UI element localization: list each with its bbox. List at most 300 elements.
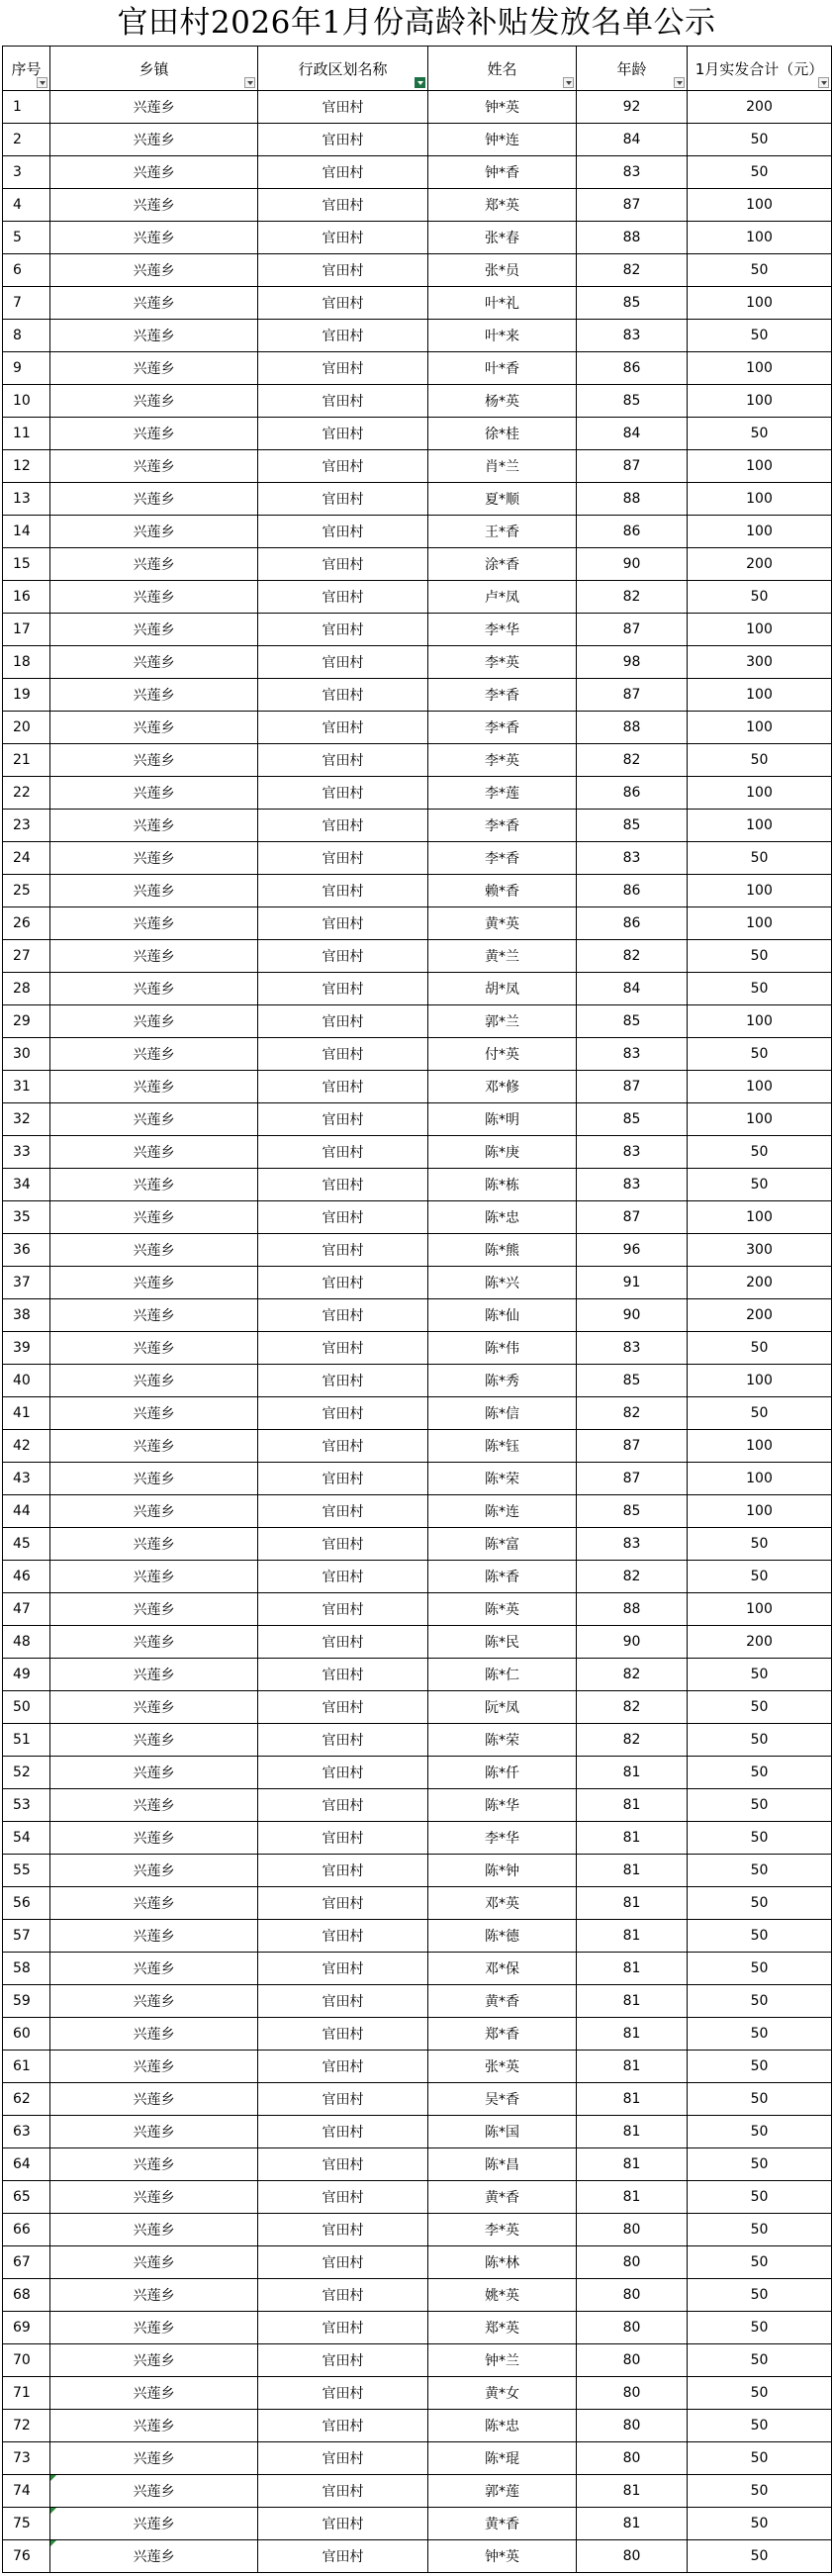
cell-township[interactable]: 兴莲乡 [50, 1005, 258, 1038]
cell-village[interactable]: 官田村 [258, 516, 428, 548]
cell-index[interactable]: 5 [3, 222, 50, 254]
cell-village[interactable]: 官田村 [258, 1953, 428, 1985]
cell-age[interactable]: 81 [577, 2148, 688, 2181]
filter-dropdown-icon[interactable] [674, 77, 685, 88]
cell-age[interactable]: 85 [577, 810, 688, 842]
cell-age[interactable]: 82 [577, 1561, 688, 1593]
cell-name[interactable]: 陈*国 [428, 2116, 577, 2148]
cell-name[interactable]: 陈*钰 [428, 1430, 577, 1463]
cell-amount[interactable]: 50 [688, 842, 832, 875]
cell-index[interactable]: 52 [3, 1757, 50, 1789]
cell-index[interactable]: 74 [3, 2475, 50, 2508]
cell-name[interactable]: 涂*香 [428, 548, 577, 581]
cell-age[interactable]: 82 [577, 1724, 688, 1757]
cell-amount[interactable]: 50 [688, 973, 832, 1005]
cell-amount[interactable]: 50 [688, 1169, 832, 1201]
cell-amount[interactable]: 100 [688, 1593, 832, 1626]
cell-name[interactable]: 陈*秀 [428, 1365, 577, 1397]
cell-township[interactable]: 兴莲乡 [50, 2246, 258, 2279]
cell-village[interactable]: 官田村 [258, 1005, 428, 1038]
cell-township[interactable]: 兴莲乡 [50, 1136, 258, 1169]
cell-township[interactable]: 兴莲乡 [50, 1365, 258, 1397]
cell-age[interactable]: 90 [577, 1299, 688, 1332]
cell-amount[interactable]: 50 [688, 2442, 832, 2475]
cell-township[interactable]: 兴莲乡 [50, 2540, 258, 2573]
cell-age[interactable]: 81 [577, 2508, 688, 2540]
cell-age[interactable]: 88 [577, 712, 688, 744]
cell-amount[interactable]: 50 [688, 2410, 832, 2442]
cell-index[interactable]: 55 [3, 1855, 50, 1887]
cell-index[interactable]: 71 [3, 2377, 50, 2410]
cell-name[interactable]: 黄*香 [428, 2508, 577, 2540]
cell-name[interactable]: 张*员 [428, 254, 577, 287]
cell-age[interactable]: 81 [577, 2116, 688, 2148]
cell-name[interactable]: 陈*香 [428, 1561, 577, 1593]
cell-name[interactable]: 钟*连 [428, 124, 577, 156]
cell-index[interactable]: 26 [3, 907, 50, 940]
cell-age[interactable]: 85 [577, 1495, 688, 1528]
cell-township[interactable]: 兴莲乡 [50, 2410, 258, 2442]
cell-amount[interactable]: 50 [688, 2214, 832, 2246]
cell-township[interactable]: 兴莲乡 [50, 124, 258, 156]
cell-index[interactable]: 57 [3, 1920, 50, 1953]
cell-index[interactable]: 48 [3, 1626, 50, 1659]
cell-name[interactable]: 李*英 [428, 2214, 577, 2246]
cell-township[interactable]: 兴莲乡 [50, 352, 258, 385]
cell-name[interactable]: 陈*伟 [428, 1332, 577, 1365]
cell-age[interactable]: 81 [577, 1822, 688, 1855]
cell-name[interactable]: 陈*明 [428, 1103, 577, 1136]
cell-township[interactable]: 兴莲乡 [50, 1103, 258, 1136]
cell-township[interactable]: 兴莲乡 [50, 1463, 258, 1495]
cell-amount[interactable]: 200 [688, 548, 832, 581]
cell-name[interactable]: 邓*英 [428, 1887, 577, 1920]
cell-age[interactable]: 82 [577, 254, 688, 287]
cell-age[interactable]: 84 [577, 418, 688, 450]
cell-amount[interactable]: 50 [688, 581, 832, 614]
cell-name[interactable]: 叶*香 [428, 352, 577, 385]
cell-township[interactable]: 兴莲乡 [50, 1887, 258, 1920]
cell-township[interactable]: 兴莲乡 [50, 1789, 258, 1822]
cell-age[interactable]: 85 [577, 1365, 688, 1397]
cell-name[interactable]: 陈*忠 [428, 1201, 577, 1234]
cell-township[interactable]: 兴莲乡 [50, 1691, 258, 1724]
cell-village[interactable]: 官田村 [258, 450, 428, 483]
cell-amount[interactable]: 100 [688, 712, 832, 744]
cell-age[interactable]: 81 [577, 1887, 688, 1920]
cell-village[interactable]: 官田村 [258, 2018, 428, 2051]
cell-age[interactable]: 80 [577, 2214, 688, 2246]
cell-amount[interactable]: 100 [688, 385, 832, 418]
cell-name[interactable]: 李*英 [428, 646, 577, 679]
filter-dropdown-icon[interactable] [818, 77, 829, 88]
cell-amount[interactable]: 50 [688, 1920, 832, 1953]
cell-amount[interactable]: 100 [688, 875, 832, 907]
cell-age[interactable]: 81 [577, 2018, 688, 2051]
cell-village[interactable]: 官田村 [258, 712, 428, 744]
cell-amount[interactable]: 50 [688, 2540, 832, 2573]
cell-name[interactable]: 阮*凤 [428, 1691, 577, 1724]
cell-age[interactable]: 81 [577, 2051, 688, 2083]
cell-index[interactable]: 7 [3, 287, 50, 320]
cell-amount[interactable]: 100 [688, 483, 832, 516]
cell-village[interactable]: 官田村 [258, 1528, 428, 1561]
cell-village[interactable]: 官田村 [258, 1463, 428, 1495]
cell-age[interactable]: 91 [577, 1267, 688, 1299]
cell-index[interactable]: 24 [3, 842, 50, 875]
cell-township[interactable]: 兴莲乡 [50, 2377, 258, 2410]
cell-index[interactable]: 14 [3, 516, 50, 548]
cell-index[interactable]: 75 [3, 2508, 50, 2540]
cell-index[interactable]: 58 [3, 1953, 50, 1985]
cell-village[interactable]: 官田村 [258, 1201, 428, 1234]
cell-index[interactable]: 76 [3, 2540, 50, 2573]
cell-name[interactable]: 肖*兰 [428, 450, 577, 483]
cell-amount[interactable]: 50 [688, 1822, 832, 1855]
cell-index[interactable]: 8 [3, 320, 50, 352]
cell-village[interactable]: 官田村 [258, 1561, 428, 1593]
cell-name[interactable]: 姚*英 [428, 2279, 577, 2312]
cell-name[interactable]: 邓*保 [428, 1953, 577, 1985]
cell-index[interactable]: 61 [3, 2051, 50, 2083]
cell-township[interactable]: 兴莲乡 [50, 614, 258, 646]
cell-township[interactable]: 兴莲乡 [50, 907, 258, 940]
cell-name[interactable]: 陈*栋 [428, 1169, 577, 1201]
cell-index[interactable]: 15 [3, 548, 50, 581]
cell-age[interactable]: 85 [577, 1005, 688, 1038]
cell-township[interactable]: 兴莲乡 [50, 679, 258, 712]
cell-name[interactable]: 陈*德 [428, 1920, 577, 1953]
cell-village[interactable]: 官田村 [258, 1365, 428, 1397]
cell-amount[interactable]: 50 [688, 2344, 832, 2377]
cell-name[interactable]: 钟*香 [428, 156, 577, 189]
cell-index[interactable]: 72 [3, 2410, 50, 2442]
cell-village[interactable]: 官田村 [258, 1169, 428, 1201]
filter-dropdown-icon[interactable] [37, 77, 47, 88]
cell-age[interactable]: 81 [577, 1953, 688, 1985]
cell-township[interactable]: 兴莲乡 [50, 1855, 258, 1887]
cell-name[interactable]: 付*英 [428, 1038, 577, 1071]
cell-name[interactable]: 吴*香 [428, 2083, 577, 2116]
cell-index[interactable]: 39 [3, 1332, 50, 1365]
cell-amount[interactable]: 100 [688, 189, 832, 222]
cell-age[interactable]: 80 [577, 2344, 688, 2377]
cell-amount[interactable]: 50 [688, 744, 832, 777]
cell-amount[interactable]: 200 [688, 1626, 832, 1659]
cell-amount[interactable]: 50 [688, 1855, 832, 1887]
cell-age[interactable]: 80 [577, 2442, 688, 2475]
cell-village[interactable]: 官田村 [258, 1397, 428, 1430]
cell-name[interactable]: 杨*英 [428, 385, 577, 418]
cell-age[interactable]: 80 [577, 2246, 688, 2279]
cell-amount[interactable]: 50 [688, 1038, 832, 1071]
cell-amount[interactable]: 200 [688, 1299, 832, 1332]
cell-name[interactable]: 徐*桂 [428, 418, 577, 450]
cell-age[interactable]: 83 [577, 156, 688, 189]
cell-name[interactable]: 李*莲 [428, 777, 577, 810]
cell-index[interactable]: 45 [3, 1528, 50, 1561]
cell-index[interactable]: 67 [3, 2246, 50, 2279]
cell-amount[interactable]: 50 [688, 1528, 832, 1561]
cell-amount[interactable]: 50 [688, 124, 832, 156]
cell-village[interactable]: 官田村 [258, 189, 428, 222]
cell-index[interactable]: 35 [3, 1201, 50, 1234]
cell-township[interactable]: 兴莲乡 [50, 875, 258, 907]
cell-age[interactable]: 83 [577, 1528, 688, 1561]
cell-amount[interactable]: 50 [688, 320, 832, 352]
cell-age[interactable]: 87 [577, 450, 688, 483]
cell-village[interactable]: 官田村 [258, 1332, 428, 1365]
cell-village[interactable]: 官田村 [258, 2279, 428, 2312]
cell-age[interactable]: 87 [577, 614, 688, 646]
cell-township[interactable]: 兴莲乡 [50, 483, 258, 516]
cell-township[interactable]: 兴莲乡 [50, 156, 258, 189]
cell-index[interactable]: 66 [3, 2214, 50, 2246]
cell-name[interactable]: 陈*林 [428, 2246, 577, 2279]
cell-age[interactable]: 92 [577, 91, 688, 124]
cell-amount[interactable]: 50 [688, 2116, 832, 2148]
cell-township[interactable]: 兴莲乡 [50, 1430, 258, 1463]
cell-amount[interactable]: 100 [688, 1005, 832, 1038]
cell-amount[interactable]: 100 [688, 907, 832, 940]
cell-name[interactable]: 陈*英 [428, 1593, 577, 1626]
cell-amount[interactable]: 100 [688, 352, 832, 385]
cell-amount[interactable]: 50 [688, 1691, 832, 1724]
cell-village[interactable]: 官田村 [258, 320, 428, 352]
cell-amount[interactable]: 50 [688, 2018, 832, 2051]
cell-amount[interactable]: 50 [688, 1659, 832, 1691]
cell-township[interactable]: 兴莲乡 [50, 1397, 258, 1430]
cell-name[interactable]: 陈*华 [428, 1789, 577, 1822]
cell-name[interactable]: 陈*仙 [428, 1299, 577, 1332]
cell-amount[interactable]: 50 [688, 418, 832, 450]
cell-index[interactable]: 18 [3, 646, 50, 679]
cell-index[interactable]: 28 [3, 973, 50, 1005]
cell-amount[interactable]: 200 [688, 91, 832, 124]
cell-name[interactable]: 陈*昌 [428, 2148, 577, 2181]
cell-township[interactable]: 兴莲乡 [50, 1593, 258, 1626]
cell-name[interactable]: 陈*兴 [428, 1267, 577, 1299]
cell-village[interactable]: 官田村 [258, 2148, 428, 2181]
cell-name[interactable]: 陈*信 [428, 1397, 577, 1430]
cell-amount[interactable]: 100 [688, 1430, 832, 1463]
cell-township[interactable]: 兴莲乡 [50, 810, 258, 842]
cell-township[interactable]: 兴莲乡 [50, 2018, 258, 2051]
cell-name[interactable]: 胡*凤 [428, 973, 577, 1005]
cell-amount[interactable]: 50 [688, 2377, 832, 2410]
cell-age[interactable]: 84 [577, 124, 688, 156]
cell-name[interactable]: 黄*女 [428, 2377, 577, 2410]
cell-age[interactable]: 80 [577, 2312, 688, 2344]
cell-village[interactable]: 官田村 [258, 1430, 428, 1463]
cell-amount[interactable]: 50 [688, 2148, 832, 2181]
cell-index[interactable]: 49 [3, 1659, 50, 1691]
cell-name[interactable]: 李*香 [428, 712, 577, 744]
cell-index[interactable]: 32 [3, 1103, 50, 1136]
cell-township[interactable]: 兴莲乡 [50, 91, 258, 124]
cell-age[interactable]: 87 [577, 189, 688, 222]
cell-index[interactable]: 62 [3, 2083, 50, 2116]
cell-amount[interactable]: 100 [688, 1201, 832, 1234]
cell-village[interactable]: 官田村 [258, 810, 428, 842]
cell-village[interactable]: 官田村 [258, 1757, 428, 1789]
cell-index[interactable]: 25 [3, 875, 50, 907]
cell-township[interactable]: 兴莲乡 [50, 254, 258, 287]
cell-name[interactable]: 陈*荣 [428, 1463, 577, 1495]
cell-amount[interactable]: 50 [688, 2083, 832, 2116]
cell-amount[interactable]: 50 [688, 156, 832, 189]
cell-age[interactable]: 88 [577, 483, 688, 516]
cell-age[interactable]: 83 [577, 320, 688, 352]
cell-index[interactable]: 19 [3, 679, 50, 712]
cell-age[interactable]: 85 [577, 287, 688, 320]
cell-township[interactable]: 兴莲乡 [50, 777, 258, 810]
cell-amount[interactable]: 100 [688, 287, 832, 320]
cell-name[interactable]: 李*英 [428, 744, 577, 777]
cell-index[interactable]: 40 [3, 1365, 50, 1397]
cell-amount[interactable]: 50 [688, 2051, 832, 2083]
cell-village[interactable]: 官田村 [258, 1267, 428, 1299]
cell-township[interactable]: 兴莲乡 [50, 287, 258, 320]
cell-amount[interactable]: 50 [688, 1789, 832, 1822]
cell-village[interactable]: 官田村 [258, 156, 428, 189]
cell-amount[interactable]: 50 [688, 2312, 832, 2344]
cell-township[interactable]: 兴莲乡 [50, 1071, 258, 1103]
cell-index[interactable]: 51 [3, 1724, 50, 1757]
cell-name[interactable]: 王*香 [428, 516, 577, 548]
cell-township[interactable]: 兴莲乡 [50, 2508, 258, 2540]
cell-village[interactable]: 官田村 [258, 2246, 428, 2279]
cell-village[interactable]: 官田村 [258, 875, 428, 907]
cell-name[interactable]: 叶*来 [428, 320, 577, 352]
cell-village[interactable]: 官田村 [258, 2442, 428, 2475]
cell-age[interactable]: 82 [577, 744, 688, 777]
cell-amount[interactable]: 50 [688, 2181, 832, 2214]
cell-township[interactable]: 兴莲乡 [50, 842, 258, 875]
cell-name[interactable]: 钟*英 [428, 91, 577, 124]
cell-age[interactable]: 87 [577, 1463, 688, 1495]
cell-name[interactable]: 黄*香 [428, 1985, 577, 2018]
cell-index[interactable]: 54 [3, 1822, 50, 1855]
cell-name[interactable]: 郑*香 [428, 2018, 577, 2051]
cell-village[interactable]: 官田村 [258, 254, 428, 287]
cell-name[interactable]: 李*香 [428, 842, 577, 875]
cell-index[interactable]: 1 [3, 91, 50, 124]
filter-dropdown-icon[interactable] [563, 77, 574, 88]
cell-township[interactable]: 兴莲乡 [50, 581, 258, 614]
cell-township[interactable]: 兴莲乡 [50, 744, 258, 777]
cell-index[interactable]: 6 [3, 254, 50, 287]
cell-amount[interactable]: 100 [688, 222, 832, 254]
cell-township[interactable]: 兴莲乡 [50, 940, 258, 973]
cell-village[interactable]: 官田村 [258, 1593, 428, 1626]
cell-village[interactable]: 官田村 [258, 581, 428, 614]
cell-age[interactable]: 86 [577, 875, 688, 907]
cell-age[interactable]: 80 [577, 2410, 688, 2442]
cell-index[interactable]: 38 [3, 1299, 50, 1332]
cell-village[interactable]: 官田村 [258, 1985, 428, 2018]
cell-village[interactable]: 官田村 [258, 548, 428, 581]
cell-village[interactable]: 官田村 [258, 222, 428, 254]
cell-township[interactable]: 兴莲乡 [50, 1299, 258, 1332]
filter-dropdown-icon[interactable] [244, 77, 255, 88]
cell-name[interactable]: 夏*顺 [428, 483, 577, 516]
cell-village[interactable]: 官田村 [258, 1136, 428, 1169]
cell-age[interactable]: 83 [577, 1038, 688, 1071]
cell-amount[interactable]: 50 [688, 1887, 832, 1920]
cell-amount[interactable]: 100 [688, 810, 832, 842]
cell-village[interactable]: 官田村 [258, 1071, 428, 1103]
cell-township[interactable]: 兴莲乡 [50, 2083, 258, 2116]
cell-index[interactable]: 42 [3, 1430, 50, 1463]
cell-township[interactable]: 兴莲乡 [50, 1822, 258, 1855]
cell-township[interactable]: 兴莲乡 [50, 418, 258, 450]
cell-index[interactable]: 68 [3, 2279, 50, 2312]
cell-age[interactable]: 83 [577, 1332, 688, 1365]
cell-township[interactable]: 兴莲乡 [50, 1234, 258, 1267]
cell-index[interactable]: 36 [3, 1234, 50, 1267]
cell-name[interactable]: 陈*荣 [428, 1724, 577, 1757]
cell-amount[interactable]: 50 [688, 254, 832, 287]
cell-amount[interactable]: 50 [688, 1136, 832, 1169]
cell-amount[interactable]: 100 [688, 679, 832, 712]
cell-index[interactable]: 20 [3, 712, 50, 744]
cell-index[interactable]: 43 [3, 1463, 50, 1495]
cell-name[interactable]: 陈*庚 [428, 1136, 577, 1169]
cell-village[interactable]: 官田村 [258, 2377, 428, 2410]
cell-township[interactable]: 兴莲乡 [50, 973, 258, 1005]
cell-age[interactable]: 86 [577, 516, 688, 548]
cell-age[interactable]: 80 [577, 2377, 688, 2410]
cell-village[interactable]: 官田村 [258, 1495, 428, 1528]
cell-amount[interactable]: 300 [688, 1234, 832, 1267]
cell-amount[interactable]: 50 [688, 1953, 832, 1985]
cell-age[interactable]: 98 [577, 646, 688, 679]
cell-township[interactable]: 兴莲乡 [50, 1626, 258, 1659]
cell-amount[interactable]: 100 [688, 1495, 832, 1528]
cell-age[interactable]: 90 [577, 1626, 688, 1659]
cell-village[interactable]: 官田村 [258, 1103, 428, 1136]
cell-township[interactable]: 兴莲乡 [50, 2051, 258, 2083]
cell-name[interactable]: 陈*仟 [428, 1757, 577, 1789]
cell-index[interactable]: 63 [3, 2116, 50, 2148]
cell-amount[interactable]: 50 [688, 1397, 832, 1430]
cell-village[interactable]: 官田村 [258, 2116, 428, 2148]
cell-name[interactable]: 郭*兰 [428, 1005, 577, 1038]
cell-village[interactable]: 官田村 [258, 385, 428, 418]
cell-village[interactable]: 官田村 [258, 2475, 428, 2508]
cell-age[interactable]: 83 [577, 1136, 688, 1169]
cell-amount[interactable]: 100 [688, 1365, 832, 1397]
cell-age[interactable]: 96 [577, 1234, 688, 1267]
cell-amount[interactable]: 50 [688, 1985, 832, 2018]
cell-village[interactable]: 官田村 [258, 1789, 428, 1822]
cell-age[interactable]: 86 [577, 352, 688, 385]
cell-name[interactable]: 张*春 [428, 222, 577, 254]
cell-index[interactable]: 37 [3, 1267, 50, 1299]
cell-village[interactable]: 官田村 [258, 1659, 428, 1691]
cell-index[interactable]: 41 [3, 1397, 50, 1430]
cell-township[interactable]: 兴莲乡 [50, 189, 258, 222]
cell-age[interactable]: 87 [577, 1071, 688, 1103]
cell-age[interactable]: 81 [577, 2083, 688, 2116]
cell-age[interactable]: 80 [577, 2279, 688, 2312]
cell-name[interactable]: 郑*英 [428, 189, 577, 222]
cell-index[interactable]: 53 [3, 1789, 50, 1822]
cell-age[interactable]: 88 [577, 222, 688, 254]
cell-township[interactable]: 兴莲乡 [50, 2312, 258, 2344]
cell-age[interactable]: 81 [577, 1757, 688, 1789]
